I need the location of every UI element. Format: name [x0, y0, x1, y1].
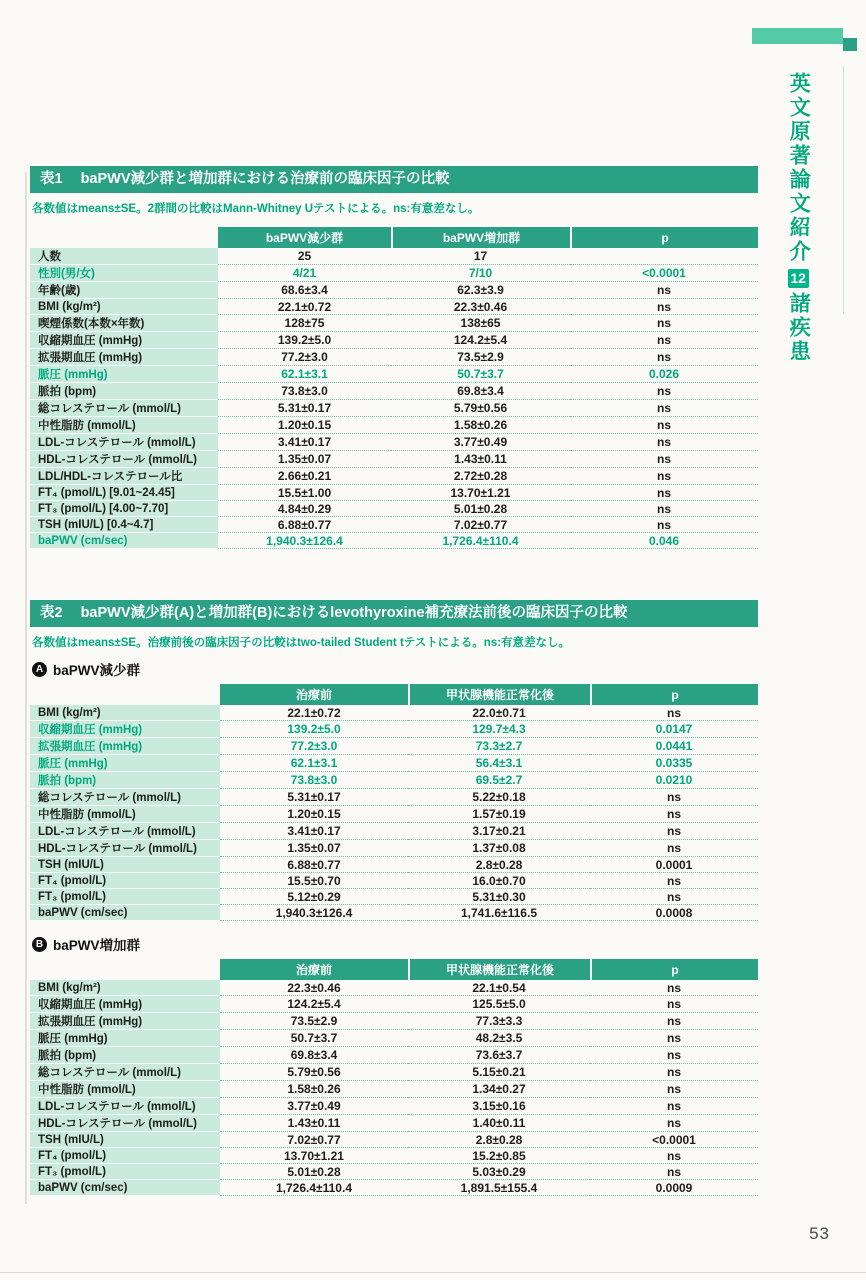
table-row [30, 315, 758, 332]
row-label: 総コレステロール (mmol/L) [30, 400, 218, 417]
row-label: 中性脂肪 (mmol/L) [30, 806, 220, 823]
cell-v1: 1.20±0.15 [218, 417, 391, 434]
table-row [30, 501, 758, 517]
table1-title-bar [30, 166, 758, 193]
cell-v2: 7.02±0.77 [391, 517, 570, 533]
row-label: LDL-コレステロール (mmol/L) [30, 434, 218, 451]
row-label: TSH (mIU/L) [0.4~4.7] [30, 517, 218, 533]
cell-p: 0.0441 [590, 738, 758, 755]
cell-v2: 56.4±3.1 [408, 755, 590, 772]
table1-col-decrease: baPWV減少群 [218, 227, 391, 248]
row-label: BMI (kg/m²) [30, 980, 220, 996]
cell-v1: 5.01±0.28 [220, 1164, 408, 1180]
table-row [30, 383, 758, 400]
cell-p [570, 248, 758, 265]
cell-v1: 139.2±5.0 [218, 332, 391, 349]
cell-v1: 1.35±0.07 [220, 840, 408, 857]
cell-p: ns [590, 1047, 758, 1064]
row-label: 収縮期血圧 (mmHg) [30, 996, 220, 1013]
cell-v1: 77.2±3.0 [220, 738, 408, 755]
sidebar-chapter-number-badge: 12 [788, 269, 809, 288]
table-row [30, 996, 758, 1013]
table2a-header-spacer [30, 684, 220, 705]
header-accent-square [843, 38, 857, 51]
cell-v2: 1.34±0.27 [408, 1081, 590, 1098]
cell-v1: 1.35±0.07 [218, 451, 391, 468]
cell-p: 0.0335 [590, 755, 758, 772]
cell-v2: 1.37±0.08 [408, 840, 590, 857]
table2-section-b-label [32, 934, 758, 954]
row-label: 脈拍 (bpm) [30, 383, 218, 400]
cell-p: ns [590, 806, 758, 823]
cell-p: ns [570, 383, 758, 400]
table-row [30, 282, 758, 299]
cell-v1: 3.41±0.17 [218, 434, 391, 451]
sidebar-title-part2: 諸疾患 [787, 292, 811, 364]
table1-body [30, 248, 758, 549]
cell-v2: 1.57±0.19 [408, 806, 590, 823]
row-label: 脈圧 (mmHg) [30, 1030, 220, 1047]
table-row [30, 1013, 758, 1030]
cell-p: ns [590, 1164, 758, 1180]
table1-header-spacer [30, 227, 218, 248]
cell-v1: 1,940.3±126.4 [218, 533, 391, 549]
cell-v2: 1,891.5±155.4 [408, 1180, 590, 1196]
cell-v2: 129.7±4.3 [408, 721, 590, 738]
cell-v2: 3.17±0.21 [408, 823, 590, 840]
table-row [30, 1164, 758, 1180]
table2-section-a-label [32, 659, 758, 679]
table-row [30, 1030, 758, 1047]
cell-v2: 5.01±0.28 [391, 501, 570, 517]
header-accent-bar [752, 28, 843, 44]
table-row [30, 1115, 758, 1132]
cell-p: ns [570, 451, 758, 468]
cell-v2: 22.0±0.71 [408, 705, 590, 721]
cell-v2: 73.5±2.9 [391, 349, 570, 366]
row-label: 脈拍 (bpm) [30, 772, 220, 789]
cell-v2: 125.5±5.0 [408, 996, 590, 1013]
cell-p: 0.0009 [590, 1180, 758, 1196]
cell-v2: 3.77±0.49 [391, 434, 570, 451]
cell-p: ns [570, 282, 758, 299]
cell-v1: 22.3±0.46 [220, 980, 408, 996]
table2-tag: 表2 [40, 605, 63, 621]
cell-v1: 5.31±0.17 [220, 789, 408, 806]
cell-v1: 5.31±0.17 [218, 400, 391, 417]
table-row [30, 248, 758, 265]
cell-v2: 1.58±0.26 [391, 417, 570, 434]
cell-v1: 1,940.3±126.4 [220, 905, 408, 921]
table1-header-row [30, 227, 758, 248]
row-label: 脈拍 (bpm) [30, 1047, 220, 1064]
cell-p: 0.026 [570, 366, 758, 383]
cell-p: ns [570, 400, 758, 417]
table-row [30, 299, 758, 315]
sidebar-divider-line [843, 66, 844, 314]
row-label: 総コレステロール (mmol/L) [30, 789, 220, 806]
table1-col-increase: baPWV増加群 [391, 227, 570, 248]
cell-v1: 5.79±0.56 [220, 1064, 408, 1081]
cell-v1: 1.20±0.15 [220, 806, 408, 823]
table-row [30, 332, 758, 349]
row-label: 収縮期血圧 (mmHg) [30, 721, 220, 738]
row-label: 脈圧 (mmHg) [30, 366, 218, 383]
table1-col-p: p [570, 227, 758, 248]
cell-p: ns [570, 468, 758, 485]
cell-p: ns [590, 1030, 758, 1047]
cell-v1: 50.7±3.7 [220, 1030, 408, 1047]
cell-p: 0.0001 [590, 857, 758, 873]
cell-v2: 2.8±0.28 [408, 1132, 590, 1148]
cell-v1: 73.5±2.9 [220, 1013, 408, 1030]
table2a-col-before: 治療前 [220, 684, 408, 705]
cell-v2: 62.3±3.9 [391, 282, 570, 299]
cell-v1: 68.6±3.4 [218, 282, 391, 299]
table-row [30, 1148, 758, 1164]
cell-v2: 5.15±0.21 [408, 1064, 590, 1081]
cell-v1: 5.12±0.29 [220, 889, 408, 905]
row-label: LDL/HDL-コレステロール比 [30, 468, 218, 485]
table-row [30, 1098, 758, 1115]
table-row [30, 889, 758, 905]
row-label: 年齢(歳) [30, 282, 218, 299]
cell-p: 0.046 [570, 533, 758, 549]
row-label: TSH (mIU/L) [30, 857, 220, 873]
cell-p: ns [590, 1115, 758, 1132]
cell-v2: 48.2±3.5 [408, 1030, 590, 1047]
table2-b [30, 959, 758, 1196]
table-row [30, 1081, 758, 1098]
table-row [30, 738, 758, 755]
cell-v2: 3.15±0.16 [408, 1098, 590, 1115]
cell-v2: 1.43±0.11 [391, 451, 570, 468]
row-label: FT₃ (pmol/L) [30, 1164, 220, 1180]
table-row [30, 349, 758, 366]
cell-p: ns [590, 1013, 758, 1030]
cell-p: ns [590, 1098, 758, 1115]
cell-v2: 77.3±3.3 [408, 1013, 590, 1030]
cell-v2: 138±65 [391, 315, 570, 332]
cell-v1: 124.2±5.4 [220, 996, 408, 1013]
row-label: FT₃ (pmol/L) [4.00~7.70] [30, 501, 218, 517]
cell-v1: 1,726.4±110.4 [220, 1180, 408, 1196]
row-label: 総コレステロール (mmol/L) [30, 1064, 220, 1081]
table-row [30, 721, 758, 738]
cell-v2: 15.2±0.85 [408, 1148, 590, 1164]
row-label: HDL-コレステロール (mmol/L) [30, 1115, 220, 1132]
row-label: 中性脂肪 (mmol/L) [30, 1081, 220, 1098]
cell-v1: 69.8±3.4 [220, 1047, 408, 1064]
cell-p: 0.0147 [590, 721, 758, 738]
row-label: FT₄ (pmol/L) [9.01~24.45] [30, 485, 218, 501]
cell-v2: 5.79±0.56 [391, 400, 570, 417]
cell-p: ns [590, 980, 758, 996]
cell-p: ns [590, 1081, 758, 1098]
cell-p: ns [590, 1148, 758, 1164]
cell-v1: 1.58±0.26 [220, 1081, 408, 1098]
table-row [30, 451, 758, 468]
cell-v2: 5.22±0.18 [408, 789, 590, 806]
row-label: 拡張期血圧 (mmHg) [30, 349, 218, 366]
cell-v2: 22.3±0.46 [391, 299, 570, 315]
table-row [30, 366, 758, 383]
cell-v1: 2.66±0.21 [218, 468, 391, 485]
row-label: HDL-コレステロール (mmol/L) [30, 451, 218, 468]
cell-p: <0.0001 [570, 265, 758, 282]
cell-p: ns [590, 873, 758, 889]
row-label: 脈圧 (mmHg) [30, 755, 220, 772]
cell-p: ns [590, 789, 758, 806]
row-label: HDL-コレステロール (mmol/L) [30, 840, 220, 857]
cell-p: ns [570, 417, 758, 434]
table2b-col-p: p [590, 959, 758, 980]
table-row [30, 755, 758, 772]
cell-v1: 128±75 [218, 315, 391, 332]
table1-tag: 表1 [40, 171, 63, 187]
cell-p: ns [590, 1064, 758, 1081]
cell-v1: 22.1±0.72 [220, 705, 408, 721]
cell-v2: 2.72±0.28 [391, 468, 570, 485]
cell-v1: 62.1±3.1 [218, 366, 391, 383]
table-row [30, 400, 758, 417]
cell-p: 0.0210 [590, 772, 758, 789]
cell-v2: 69.5±2.7 [408, 772, 590, 789]
table2a-header-row [30, 684, 758, 705]
cell-v1: 139.2±5.0 [220, 721, 408, 738]
table2b-header-row [30, 959, 758, 980]
cell-v1: 15.5±0.70 [220, 873, 408, 889]
cell-p: ns [570, 349, 758, 366]
cell-p: ns [590, 705, 758, 721]
table-row [30, 806, 758, 823]
cell-v2: 124.2±5.4 [391, 332, 570, 349]
row-label: baPWV (cm/sec) [30, 1180, 220, 1196]
row-label: BMI (kg/m²) [30, 299, 218, 315]
table1-section [30, 166, 758, 549]
row-label: FT₃ (pmol/L) [30, 889, 220, 905]
table-row [30, 823, 758, 840]
cell-v1: 3.77±0.49 [220, 1098, 408, 1115]
cell-v2: 13.70±1.21 [391, 485, 570, 501]
table-row [30, 857, 758, 873]
cell-v1: 6.88±0.77 [218, 517, 391, 533]
row-label: 人数 [30, 248, 218, 265]
cell-v1: 3.41±0.17 [220, 823, 408, 840]
scan-gutter-line [25, 172, 27, 1204]
cell-p: ns [570, 517, 758, 533]
table2a-col-p: p [590, 684, 758, 705]
table-row [30, 873, 758, 889]
table-row [30, 789, 758, 806]
cell-v1: 1.43±0.11 [220, 1115, 408, 1132]
cell-p: ns [570, 332, 758, 349]
row-label: LDL-コレステロール (mmol/L) [30, 1098, 220, 1115]
cell-v2: 5.31±0.30 [408, 889, 590, 905]
cell-v2: 73.3±2.7 [408, 738, 590, 755]
table-row [30, 840, 758, 857]
table-row [30, 1047, 758, 1064]
cell-v1: 22.1±0.72 [218, 299, 391, 315]
cell-p: ns [590, 823, 758, 840]
table-row [30, 468, 758, 485]
cell-p: ns [590, 840, 758, 857]
table2a-col-after: 甲状腺機能正常化後 [408, 684, 590, 705]
table2-a [30, 684, 758, 921]
row-label: FT₄ (pmol/L) [30, 873, 220, 889]
table2-note: 各数値はmeans±SE。治療前後の臨床因子の比較はtwo-tailed Student tテストによる。ns:有意差なし。 [32, 637, 571, 649]
table-row [30, 517, 758, 533]
cell-v2: 1.40±0.11 [408, 1115, 590, 1132]
cell-v2: 5.03±0.29 [408, 1164, 590, 1180]
row-label: 性別(男/女) [30, 265, 218, 282]
table1-title: baPWV減少群と増加群における治療前の臨床因子の比較 [80, 171, 450, 187]
cell-p: ns [570, 485, 758, 501]
table-row [30, 485, 758, 501]
cell-v1: 73.8±3.0 [218, 383, 391, 400]
table-row [30, 533, 758, 549]
cell-v1: 77.2±3.0 [218, 349, 391, 366]
cell-v2: 17 [391, 248, 570, 265]
table2-section [30, 600, 758, 1196]
table-row [30, 980, 758, 996]
table-row [30, 1132, 758, 1148]
cell-v2: 1,741.6±116.5 [408, 905, 590, 921]
cell-p: <0.0001 [590, 1132, 758, 1148]
row-label: 拡張期血圧 (mmHg) [30, 1013, 220, 1030]
cell-p: ns [570, 434, 758, 451]
table-row [30, 1180, 758, 1196]
cell-v1: 25 [218, 248, 391, 265]
row-label: 拡張期血圧 (mmHg) [30, 738, 220, 755]
cell-v1: 6.88±0.77 [220, 857, 408, 873]
row-label: FT₄ (pmol/L) [30, 1148, 220, 1164]
section-a-title: baPWV減少群 [53, 663, 141, 678]
table-row [30, 265, 758, 282]
row-label: baPWV (cm/sec) [30, 533, 218, 549]
cell-p: 0.0008 [590, 905, 758, 921]
cell-p: ns [570, 501, 758, 517]
circle-a-badge-icon: A [32, 662, 47, 677]
cell-v1: 73.8±3.0 [220, 772, 408, 789]
table2b-col-before: 治療前 [220, 959, 408, 980]
table2b-col-after: 甲状腺機能正常化後 [408, 959, 590, 980]
page-number: 53 [809, 1224, 830, 1243]
table2b-header-spacer [30, 959, 220, 980]
sidebar-title-part1: 英文原著論文紹介 [787, 72, 811, 264]
cell-v2: 2.8±0.28 [408, 857, 590, 873]
cell-v1: 13.70±1.21 [220, 1148, 408, 1164]
table-row [30, 905, 758, 921]
cell-p: ns [570, 315, 758, 332]
row-label: baPWV (cm/sec) [30, 905, 220, 921]
cell-v1: 4/21 [218, 265, 391, 282]
cell-v1: 15.5±1.00 [218, 485, 391, 501]
cell-p: ns [570, 299, 758, 315]
cell-v2: 22.1±0.54 [408, 980, 590, 996]
table-row [30, 417, 758, 434]
row-label: 収縮期血圧 (mmHg) [30, 332, 218, 349]
table2-title: baPWV減少群(A)と増加群(B)におけるlevothyroxine補充療法前後の臨床因子の比較 [80, 605, 628, 621]
table2-title-bar [30, 600, 758, 627]
cell-v1: 62.1±3.1 [220, 755, 408, 772]
cell-v2: 1,726.4±110.4 [391, 533, 570, 549]
table-row [30, 705, 758, 721]
cell-p: ns [590, 889, 758, 905]
cell-v2: 16.0±0.70 [408, 873, 590, 889]
section-b-title: baPWV増加群 [53, 938, 141, 953]
table-row [30, 434, 758, 451]
row-label: 喫煙係数(本数×年数) [30, 315, 218, 332]
table2b-body [30, 980, 758, 1196]
cell-v1: 4.84±0.29 [218, 501, 391, 517]
row-label: LDL-コレステロール (mmol/L) [30, 823, 220, 840]
cell-p: ns [590, 996, 758, 1013]
table1 [30, 227, 758, 549]
table-row [30, 772, 758, 789]
table2a-body [30, 705, 758, 921]
circle-b-badge-icon: B [32, 937, 47, 952]
cell-v2: 7/10 [391, 265, 570, 282]
row-label: TSH (mIU/L) [30, 1132, 220, 1148]
table-row [30, 1064, 758, 1081]
table1-note: 各数値はmeans±SE。2群間の比較はMann-Whitney Uテストによる。ns:有意差なし。 [32, 203, 480, 215]
cell-v2: 50.7±3.7 [391, 366, 570, 383]
sidebar-chapter-title [786, 72, 811, 364]
cell-v2: 69.8±3.4 [391, 383, 570, 400]
row-label: BMI (kg/m²) [30, 705, 220, 721]
cell-v1: 7.02±0.77 [220, 1132, 408, 1148]
page-bottom-edge [0, 1272, 866, 1273]
row-label: 中性脂肪 (mmol/L) [30, 417, 218, 434]
cell-v2: 73.6±3.7 [408, 1047, 590, 1064]
